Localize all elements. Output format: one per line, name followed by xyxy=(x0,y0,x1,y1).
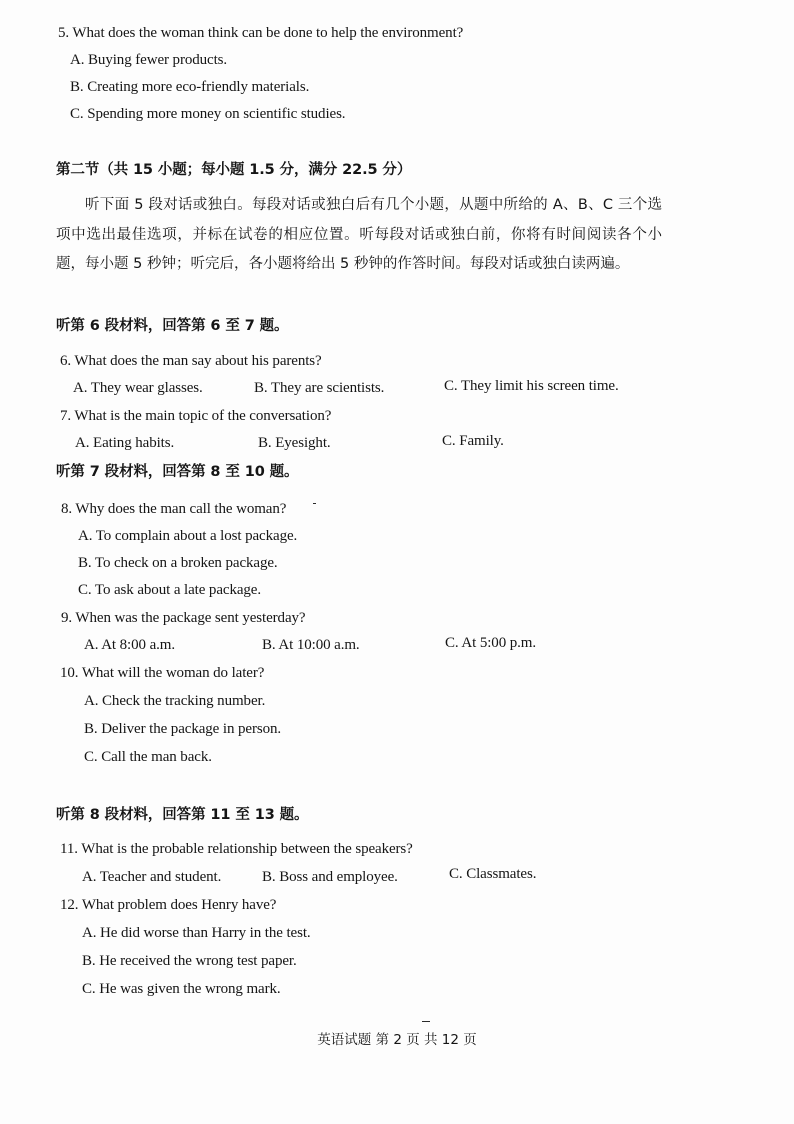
q9-question: 9. When was the package sent yesterday? xyxy=(61,610,306,626)
material6-heading: 听第 6 段材料，回答第 6 至 7 题。 xyxy=(56,318,289,334)
q12-option-a: A. He did worse than Harry in the test. xyxy=(82,925,311,941)
section2-heading: 第二节（共 15 小题；每小题 1.5 分，满分 22.5 分） xyxy=(56,162,412,178)
q9-option-b: B. At 10:00 a.m. xyxy=(262,637,360,653)
q7-option-b: B. Eyesight. xyxy=(258,435,331,451)
page-footer: 英语试题 第 2 页 共 12 页 xyxy=(317,1032,477,1048)
q6-option-c: C. They limit his screen time. xyxy=(444,378,619,394)
q12-option-c: C. He was given the wrong mark. xyxy=(82,981,281,997)
q5-option-b: B. Creating more eco-friendly materials. xyxy=(70,79,310,95)
q5-option-c: C. Spending more money on scientific studies. xyxy=(70,106,346,122)
q12-option-b: B. He received the wrong test paper. xyxy=(82,953,297,969)
q10-option-b: B. Deliver the package in person. xyxy=(84,721,282,737)
q6-option-b: B. They are scientists. xyxy=(254,380,385,396)
q6-option-a: A. They wear glasses. xyxy=(73,380,203,396)
q8-option-b: B. To check on a broken package. xyxy=(78,555,278,571)
q7-question: 7. What is the main topic of the conversation? xyxy=(60,408,332,424)
scan-speck xyxy=(422,1021,430,1022)
section2-instructions: 听下面 5 段对话或独白。每段对话或独白后有几个小题，从题中所给的 A、B、C 三个选项中选出最佳选项，并标在试卷的相应位置。听每段对话或独白前，你将有时间阅读各个小题，每小题 5 秒钟；听完后，各小题将给出 5 秒钟的作答时间。每段对话或独白读两遍。 xyxy=(56,197,662,272)
q7-option-a: A. Eating habits. xyxy=(75,435,175,451)
q12-question: 12. What problem does Henry have? xyxy=(60,897,277,913)
q10-question: 10. What will the woman do later? xyxy=(60,665,265,681)
q10-option-c: C. Call the man back. xyxy=(84,749,212,765)
q10-option-a: A. Check the tracking number. xyxy=(84,693,266,709)
scan-speck xyxy=(313,503,316,504)
material8-heading: 听第 8 段材料，回答第 11 至 13 题。 xyxy=(56,807,309,823)
q5-option-a: A. Buying fewer products. xyxy=(70,52,228,68)
q9-option-c: C. At 5:00 p.m. xyxy=(445,635,537,651)
q6-question: 6. What does the man say about his parents? xyxy=(60,353,322,369)
q8-option-c: C. To ask about a late package. xyxy=(78,582,262,598)
q8-option-a: A. To complain about a lost package. xyxy=(78,528,298,544)
q11-option-c: C. Classmates. xyxy=(449,866,537,882)
q11-option-b: B. Boss and employee. xyxy=(262,869,398,885)
q8-question: 8. Why does the man call the woman? xyxy=(61,501,287,517)
q11-option-a: A. Teacher and student. xyxy=(82,869,222,885)
q7-option-c: C. Family. xyxy=(442,433,504,449)
q5-question: 5. What does the woman think can be done to help the environment? xyxy=(58,25,464,41)
q9-option-a: A. At 8:00 a.m. xyxy=(84,637,175,653)
material7-heading: 听第 7 段材料，回答第 8 至 10 题。 xyxy=(56,464,299,480)
q11-question: 11. What is the probable relationship between the speakers? xyxy=(60,841,413,857)
